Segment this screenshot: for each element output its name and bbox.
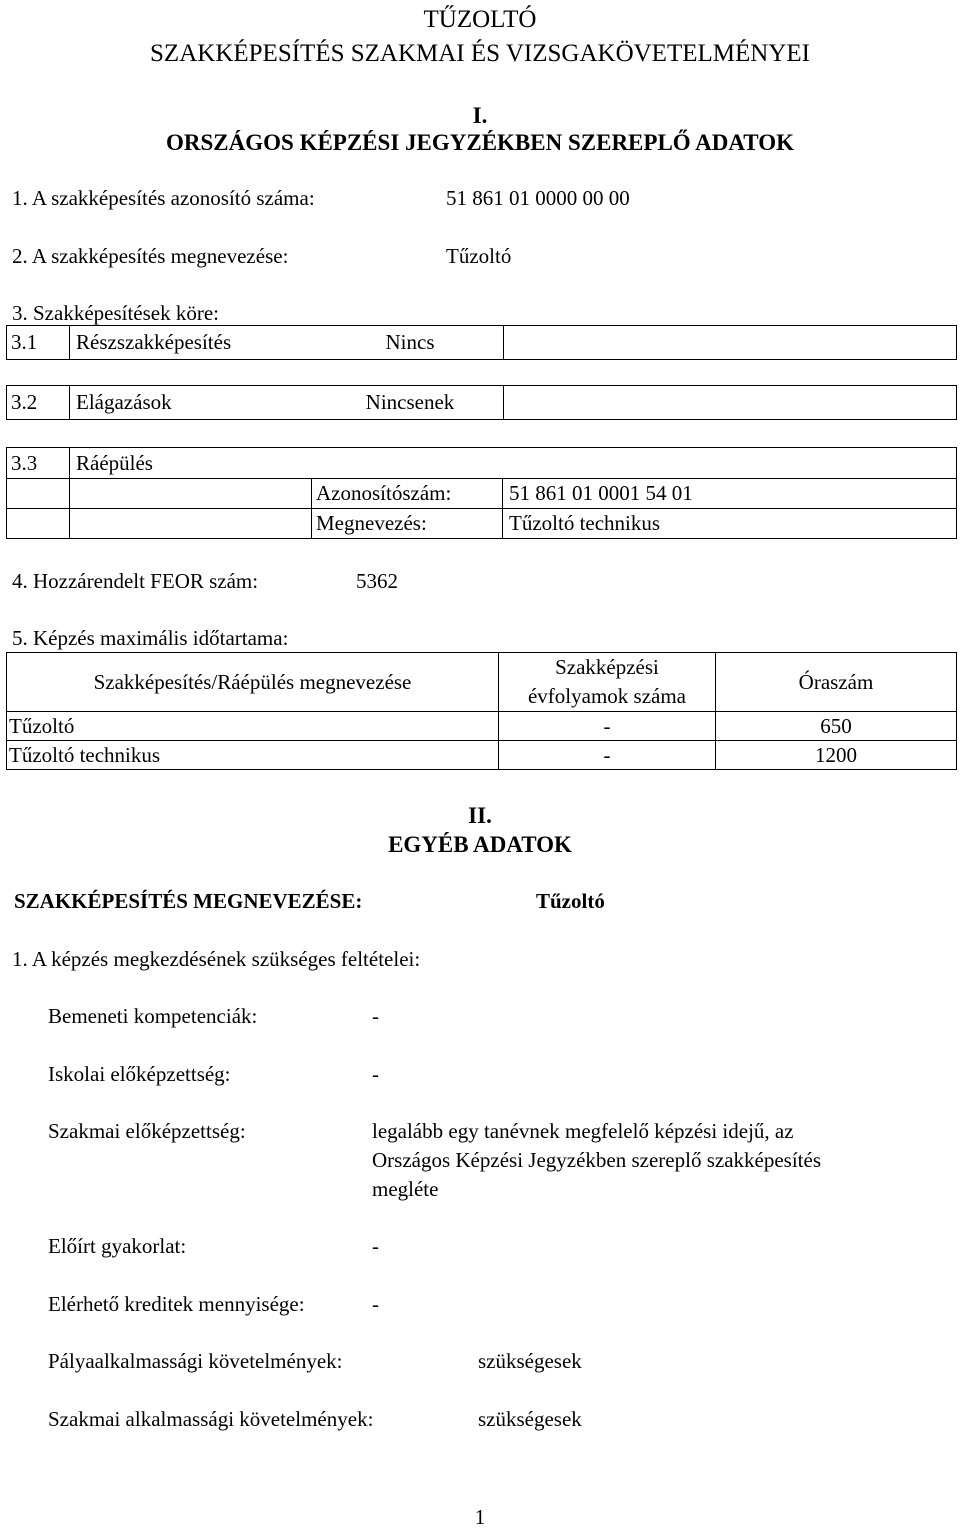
req-value-career-suitability: szükségesek bbox=[478, 1349, 582, 1373]
item-1-label: 1. A szakképesítés azonosító száma: bbox=[12, 186, 315, 210]
req-label-credits: Elérhető kreditek mennyisége: bbox=[48, 1292, 305, 1316]
item-4-label: 4. Hozzárendelt FEOR szám: bbox=[12, 569, 259, 593]
duration-table bbox=[6, 652, 957, 770]
req-value-professional-education-line3: megléte bbox=[372, 1177, 439, 1201]
table-row bbox=[7, 741, 957, 770]
duration-header-hours: Óraszám bbox=[716, 653, 957, 712]
row-3-3-name: Ráépülés bbox=[70, 448, 957, 479]
row-3-3-empty-b bbox=[7, 509, 70, 539]
section-2-item-1: 1. A képzés megkezdésének szükséges feltételei: bbox=[12, 947, 421, 971]
duration-header-name: Szakképesítés/Ráépülés megnevezése bbox=[7, 653, 499, 712]
row-3-3-id-label: Azonosítószám: bbox=[312, 479, 503, 509]
req-value-professional-education-line1: legalább egy tanévnek megfelelő képzési idejű, az bbox=[372, 1119, 794, 1143]
row-3-2-empty bbox=[504, 386, 957, 420]
row-3-1-name: Részszakképesítés bbox=[70, 326, 318, 360]
item-3-label: 3. Szakképesítések köre: bbox=[12, 301, 220, 325]
page-number: 1 bbox=[474, 1505, 486, 1529]
duration-header-years-line1: Szakképzési bbox=[555, 655, 659, 679]
table-3-3 bbox=[6, 447, 957, 539]
duration-row-2-hours: 1200 bbox=[716, 741, 957, 770]
req-value-required-practice: - bbox=[372, 1234, 379, 1258]
table-3-2 bbox=[6, 385, 957, 420]
duration-row-1-name: Tűzoltó bbox=[7, 712, 499, 741]
section-2-heading: EGYÉB ADATOK bbox=[388, 832, 572, 857]
table-3-1 bbox=[6, 325, 957, 360]
item-4-value: 5362 bbox=[356, 569, 398, 593]
row-3-1-empty bbox=[504, 326, 957, 360]
row-3-3-name-value: Tűzoltó technikus bbox=[503, 509, 957, 539]
row-3-3-number: 3.3 bbox=[7, 448, 70, 479]
req-label-professional-suitability: Szakmai alkalmassági követelmények: bbox=[48, 1407, 374, 1431]
duration-row-1-years: - bbox=[499, 712, 716, 741]
duration-row-2-name: Tűzoltó technikus bbox=[7, 741, 499, 770]
qualification-label: SZAKKÉPESÍTÉS MEGNEVEZÉSE: bbox=[14, 889, 363, 913]
item-5-label: 5. Képzés maximális időtartama: bbox=[12, 626, 289, 650]
row-3-3-name-label: Megnevezés: bbox=[312, 509, 503, 539]
row-3-3-spacer-b bbox=[70, 509, 312, 539]
req-value-professional-education-line2: Országos Képzési Jegyzékben szereplő szakképesítés bbox=[372, 1148, 821, 1172]
section-1-number: I. bbox=[472, 103, 488, 128]
req-value-professional-suitability: szükségesek bbox=[478, 1407, 582, 1431]
req-value-school-education: - bbox=[372, 1062, 379, 1086]
section-2-number: II. bbox=[468, 803, 492, 828]
qualification-value: Tűzoltó bbox=[536, 889, 605, 913]
document-title-line1: TŰZOLTÓ bbox=[423, 6, 537, 33]
row-3-1-number: 3.1 bbox=[7, 326, 70, 360]
req-label-required-practice: Előírt gyakorlat: bbox=[48, 1234, 187, 1258]
req-label-input-competencies: Bemeneti kompetenciák: bbox=[48, 1004, 258, 1028]
duration-header-years bbox=[499, 653, 716, 712]
row-3-1-value: Nincs bbox=[317, 326, 504, 360]
duration-row-1-hours: 650 bbox=[716, 712, 957, 741]
row-3-3-spacer-a bbox=[70, 479, 312, 509]
row-3-2-value: Nincsenek bbox=[317, 386, 504, 420]
item-1-value: 51 861 01 0000 00 00 bbox=[446, 186, 630, 210]
row-3-2-name: Elágazások bbox=[70, 386, 318, 420]
section-1-heading: ORSZÁGOS KÉPZÉSI JEGYZÉKBEN SZEREPLŐ ADATOK bbox=[166, 130, 794, 155]
duration-row-2-years: - bbox=[499, 741, 716, 770]
row-3-3-empty-a bbox=[7, 479, 70, 509]
req-label-professional-education: Szakmai előképzettség: bbox=[48, 1119, 246, 1143]
row-3-2-number: 3.2 bbox=[7, 386, 70, 420]
item-2-label: 2. A szakképesítés megnevezése: bbox=[12, 244, 289, 268]
req-label-school-education: Iskolai előképzettség: bbox=[48, 1062, 231, 1086]
req-label-career-suitability: Pályaalkalmassági követelmények: bbox=[48, 1349, 343, 1373]
duration-header-years-line2: évfolyamok száma bbox=[527, 684, 687, 708]
row-3-3-id-value: 51 861 01 0001 54 01 bbox=[503, 479, 957, 509]
item-2-value: Tűzoltó bbox=[446, 244, 512, 268]
document-title-line2: SZAKKÉPESÍTÉS SZAKMAI ÉS VIZSGAKÖVETELMÉNYEI bbox=[150, 40, 810, 67]
req-value-input-competencies: - bbox=[372, 1004, 379, 1028]
table-row bbox=[7, 712, 957, 741]
req-value-credits: - bbox=[372, 1292, 379, 1316]
